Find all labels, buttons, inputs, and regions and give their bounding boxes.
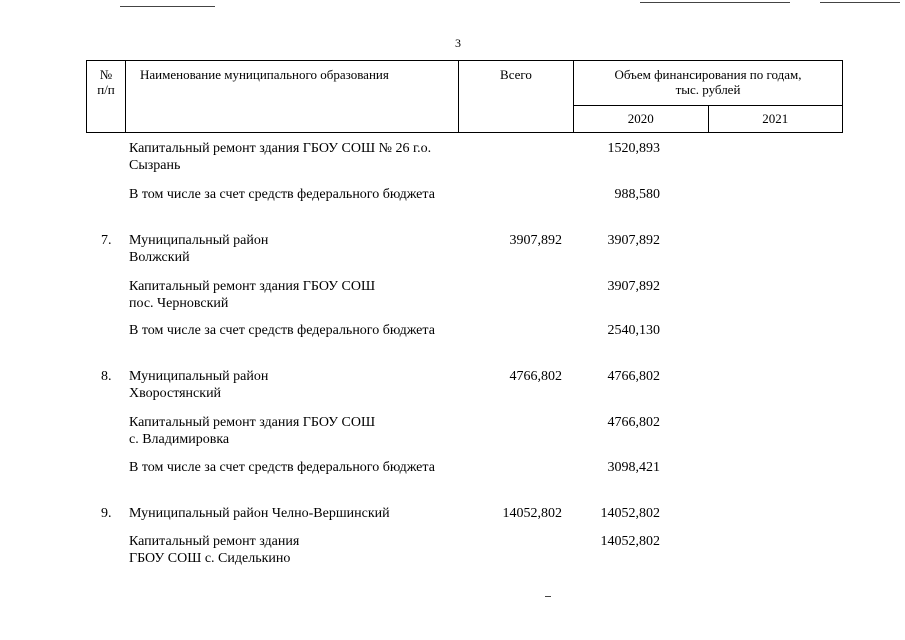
row-name: Муниципальный район Хворостянский	[129, 369, 269, 401]
page-number: 3	[455, 36, 461, 50]
header-financing-label: Объем финансирования по годам, тыс. рублей	[614, 67, 802, 97]
row-value-2020: 988,580	[614, 187, 660, 202]
row-number: 7.	[101, 233, 112, 248]
row-name: Капитальный ремонт здания ГБОУ СОШ с. Сиделькино	[129, 534, 300, 566]
scan-mark	[545, 596, 551, 597]
row-value-2020: 4766,802	[607, 369, 660, 384]
row-name: Капитальный ремонт здания ГБОУ СОШ с. Владимировка	[129, 415, 376, 447]
scan-mark	[820, 2, 900, 3]
header-year-2021	[708, 106, 843, 133]
row-number: 9.	[101, 506, 112, 521]
row-value-2020: 14052,802	[600, 506, 660, 521]
row-value-2020: 3907,892	[607, 279, 660, 294]
header-year-2020	[574, 106, 709, 133]
row-name: Муниципальный район Волжский	[129, 233, 269, 265]
row-name: Капитальный ремонт здания ГБОУ СОШ № 26 г.о. Сызрань	[129, 141, 432, 173]
row-value-2020: 2540,130	[607, 323, 660, 338]
row-value-2020: 4766,802	[607, 415, 660, 430]
header-total	[459, 61, 574, 133]
header-year-2021-label: 2021	[762, 111, 789, 126]
row-name: Капитальный ремонт здания ГБОУ СОШ пос. Черновский	[129, 279, 376, 311]
scan-mark	[120, 6, 215, 7]
row-total: 4766,802	[509, 369, 562, 384]
row-total: 3907,892	[509, 233, 562, 248]
row-value-2020: 14052,802	[600, 534, 660, 549]
row-name: Муниципальный район Челно-Вершинский	[129, 506, 390, 521]
table-header	[86, 60, 843, 133]
header-name	[126, 61, 459, 133]
row-name: В том числе за счет средств федерального бюджета	[129, 460, 435, 475]
header-number-label: № п/п	[97, 67, 115, 97]
row-name: В том числе за счет средств федерального бюджета	[129, 187, 435, 202]
row-number: 8.	[101, 369, 112, 384]
header-total-label: Всего	[500, 67, 532, 82]
header-name-label: Наименование муниципального образования	[140, 67, 389, 82]
row-value-2020: 1520,893	[607, 141, 660, 156]
header-number	[87, 61, 126, 133]
header-year-2020-label: 2020	[627, 111, 654, 126]
row-name: В том числе за счет средств федерального бюджета	[129, 323, 435, 338]
row-value-2020: 3098,421	[607, 460, 660, 475]
scan-mark	[640, 2, 790, 3]
row-value-2020: 3907,892	[607, 233, 660, 248]
row-total: 14052,802	[502, 506, 562, 521]
header-financing	[574, 61, 843, 106]
